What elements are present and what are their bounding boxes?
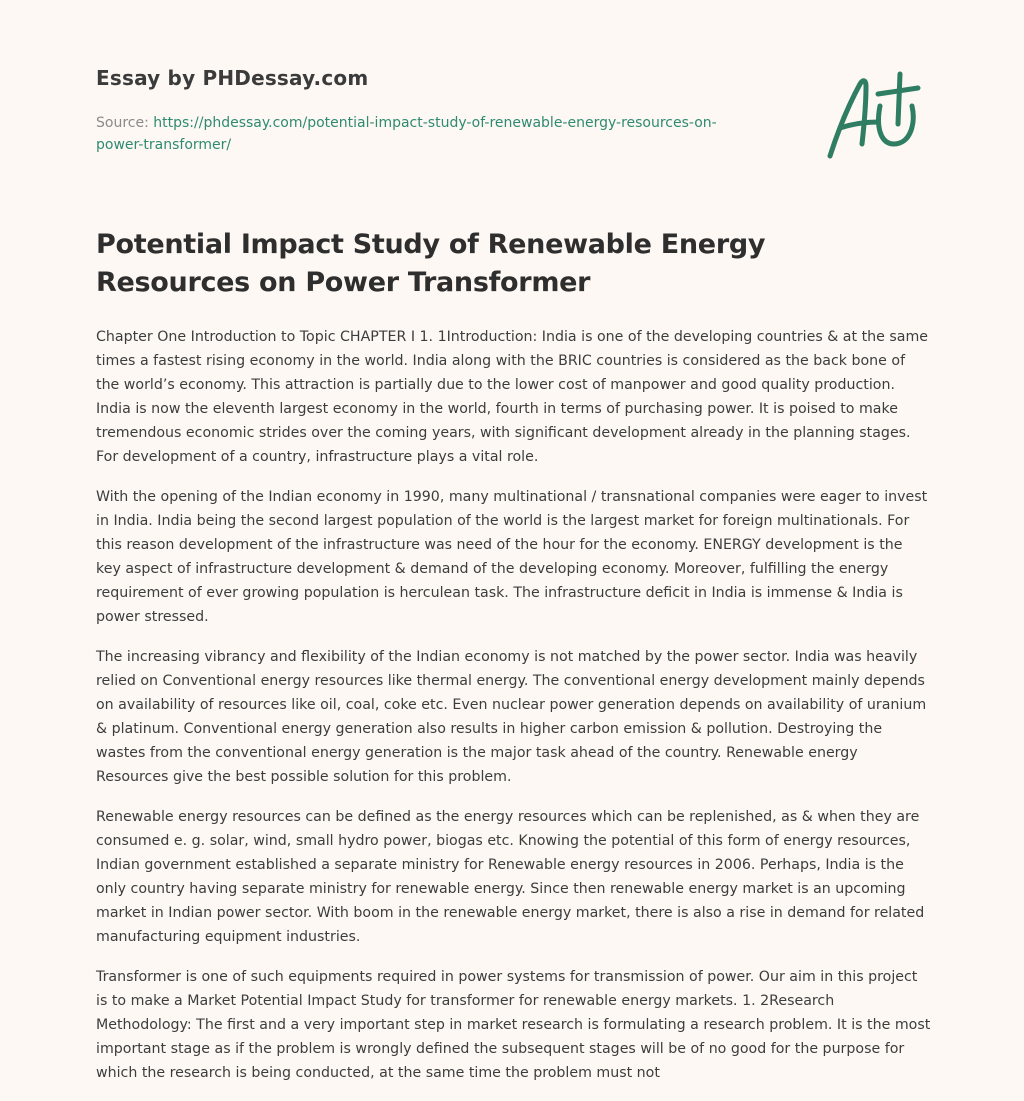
essay-body [96, 325, 931, 1101]
essay-paragraph: Chapter One Introduction to Topic CHAPTER I 1. 1Introduction: India is one of the developing countries & at the same times a fastest rising economy in the world. India along with the BRIC countries is considered as the back bone of the world’s economy. This attraction is partially due to the lower cost of manpower and good quality production. India is now the eleventh largest economy in the world, fourth in terms of purchasing power. It is poised to make tremendous economic strides over the coming years, with significant development already in the planning stages. For development of a country, infrastructure plays a vital role. [96, 329, 928, 465]
source-link[interactable]: https://phdessay.com/potential-impact-study-of-renewable-energy-resources-on-power-transformer/ [96, 115, 717, 153]
site-brand: Essay by PHDessay.com [96, 66, 369, 90]
page-header [96, 62, 796, 156]
essay-paragraph: Renewable energy resources can be defined as the energy resources which can be replenished, as & when they are consumed e. g. solar, wind, small hydro power, biogas etc. Knowing the potential of this form of energy resources, Indian government established a separate ministry for Renewable energy resources in 2006. Perhaps, India is the only country having separate ministry for renewable energy. Since then renewable energy market is an upcoming market in Indian power sector. With boom in the renewable energy market, there is also a rise in demand for related manufacturing equipment industries. [96, 809, 925, 945]
source-line [96, 112, 746, 156]
a-plus-grade-icon [820, 66, 930, 166]
source-label: Source: [96, 115, 154, 131]
essay-title: Potential Impact Study of Renewable Energy Resources on Power Transformer [96, 229, 766, 298]
essay-paragraph: Transformer is one of such equipments required in power systems for transmission of power. Our aim in this project is to make a Market Potential Impact Study for transformer for renewable energy markets. 1. 2Research Methodology: The first and a very important step in market research is formulating a research problem. It is the most important stage as if the problem is wrongly defined the subsequent stages will be of no good for the purpose for which the research is being conducted, at the same time the problem must not [96, 969, 931, 1081]
essay-paragraph: With the opening of the Indian economy in 1990, many multinational / transnational companies were eager to invest in India. India being the second largest population of the world is the largest market for foreign multinationals. For this reason development of the infrastructure was need of the hour for the economy. ENERGY development is the key aspect of infrastructure development & demand of the developing economy. Moreover, fulfilling the energy requirement of ever growing population is herculean task. The infrastructure deficit in India is immense & India is power stressed. [96, 489, 928, 625]
essay-paragraph: The increasing vibrancy and flexibility of the Indian economy is not matched by the power sector. India was heavily relied on Conventional energy resources like thermal energy. The conventional energy development mainly depends on availability of resources like oil, coal, coke etc. Even nuclear power generation depends on availability of uranium & platinum. Conventional energy generation also results in higher carbon emission & pollution. Destroying the wastes from the conventional energy generation is the major task ahead of the country. Renewable energy Resources give the best possible solution for this problem. [96, 649, 927, 785]
